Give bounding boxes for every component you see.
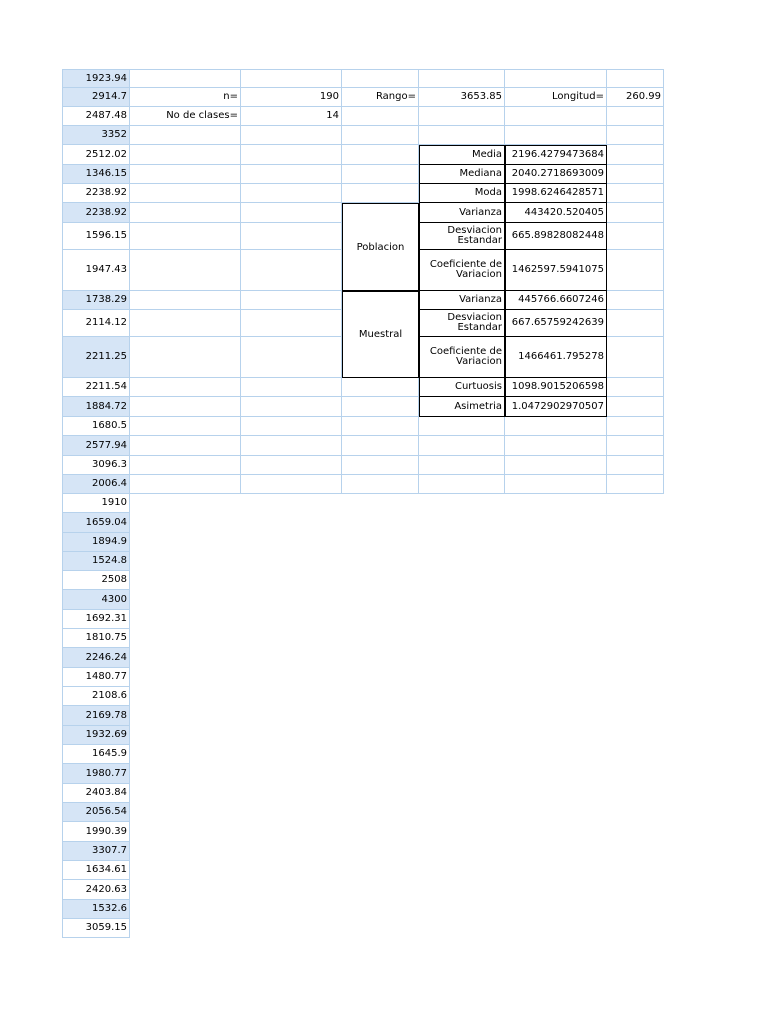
cell[interactable] [130, 203, 241, 223]
cell-column-a[interactable]: 2914.7 [62, 88, 130, 107]
cell[interactable] [130, 126, 241, 145]
cell[interactable] [130, 291, 241, 310]
cell-rango-label[interactable]: Rango= [342, 88, 419, 107]
cell[interactable] [342, 397, 419, 417]
cell-pob-varianza-label[interactable]: Varianza [419, 203, 505, 223]
cell-column-a[interactable]: 3352 [62, 126, 130, 145]
cell-column-a[interactable]: 1894.9 [62, 533, 130, 552]
cell[interactable] [505, 436, 607, 456]
sheet-row [62, 107, 664, 126]
cell-pob-cv-value[interactable]: 1462597.5941075 [505, 250, 607, 291]
cell[interactable] [342, 436, 419, 456]
cell[interactable] [130, 310, 241, 337]
cell[interactable] [607, 436, 664, 456]
cell[interactable] [342, 475, 419, 494]
cell[interactable] [419, 436, 505, 456]
cell[interactable] [130, 397, 241, 417]
cell[interactable] [130, 337, 241, 378]
cell[interactable] [241, 250, 342, 291]
cell[interactable] [130, 165, 241, 184]
cell-column-a[interactable]: 3307.7 [62, 842, 130, 861]
cell-column-a[interactable]: 1910 [62, 494, 130, 513]
cell[interactable] [241, 203, 342, 223]
cell[interactable] [241, 165, 342, 184]
cell[interactable] [342, 417, 419, 436]
merged-cell-poblacion[interactable]: Poblacion [342, 203, 419, 291]
sheet-row [62, 590, 664, 610]
cell-column-a[interactable]: 1680.5 [62, 417, 130, 436]
cell-moda-label[interactable]: Moda [419, 184, 505, 203]
cell[interactable] [241, 223, 342, 250]
cell-asimetria-value[interactable]: 1.0472902970507 [505, 397, 607, 417]
cell[interactable] [342, 184, 419, 203]
cell[interactable] [607, 456, 664, 475]
sheet-row [62, 145, 664, 165]
cell[interactable] [130, 378, 241, 397]
cell[interactable] [241, 397, 342, 417]
cell[interactable] [241, 456, 342, 475]
cell[interactable] [342, 145, 419, 165]
cell-column-a[interactable]: 1692.31 [62, 610, 130, 629]
sheet-row [62, 378, 664, 397]
sheet-row [62, 513, 664, 533]
cell[interactable] [607, 475, 664, 494]
cell[interactable] [419, 417, 505, 436]
cell-pob-varianza-value[interactable]: 443420.520405 [505, 203, 607, 223]
cell-pob-cv-label[interactable]: Coeficiente de Variacion [419, 250, 505, 291]
cell[interactable] [241, 337, 342, 378]
cell-moda-value[interactable]: 1998.6246428571 [505, 184, 607, 203]
cell[interactable] [505, 69, 607, 88]
cell[interactable] [505, 475, 607, 494]
cell-column-a[interactable]: 1659.04 [62, 513, 130, 533]
cell-asimetria-label[interactable]: Asimetria [419, 397, 505, 417]
cell-column-a[interactable]: 2211.25 [62, 337, 130, 378]
cell[interactable] [607, 223, 664, 250]
cell[interactable] [607, 397, 664, 417]
sheet-row [62, 861, 664, 880]
cell-media-value[interactable]: 2196.4279473684 [505, 145, 607, 165]
cell[interactable] [342, 107, 419, 126]
sheet-row [62, 417, 664, 436]
cell[interactable] [130, 250, 241, 291]
sheet-row [62, 475, 664, 494]
cell[interactable] [607, 107, 664, 126]
cell-pob-desviacion-value[interactable]: 665.89828082448 [505, 223, 607, 250]
cell[interactable] [419, 456, 505, 475]
sheet-row [62, 668, 664, 687]
cell-column-a[interactable]: 1738.29 [62, 291, 130, 310]
cell[interactable] [607, 378, 664, 397]
cell-column-a[interactable]: 1596.15 [62, 223, 130, 250]
cell-mediana-value[interactable]: 2040.2718693009 [505, 165, 607, 184]
cell[interactable] [241, 436, 342, 456]
sheet-row [62, 784, 664, 803]
cell-n-label[interactable]: n= [130, 88, 241, 107]
cell-longitud-label[interactable]: Longitud= [505, 88, 607, 107]
cell[interactable] [505, 126, 607, 145]
sheet-row [62, 126, 664, 145]
sheet-row [62, 648, 664, 668]
cell[interactable] [607, 203, 664, 223]
cell[interactable] [130, 223, 241, 250]
cell-column-a[interactable]: 2238.92 [62, 203, 130, 223]
cell-longitud-value[interactable]: 260.99 [607, 88, 664, 107]
cell[interactable] [241, 145, 342, 165]
cell-pob-desviacion-label[interactable]: Desviacion Estandar [419, 223, 505, 250]
cell-column-a[interactable]: 2577.94 [62, 436, 130, 456]
sheet-row [62, 571, 664, 590]
cell-n-value[interactable]: 190 [241, 88, 342, 107]
sheet-row [62, 803, 664, 822]
cell[interactable] [607, 417, 664, 436]
cell-curtuosis-label[interactable]: Curtuosis [419, 378, 505, 397]
cell[interactable] [419, 475, 505, 494]
cell[interactable] [342, 378, 419, 397]
cell[interactable] [505, 417, 607, 436]
cell-column-a[interactable]: 2169.78 [62, 706, 130, 726]
cell-column-a[interactable]: 1990.39 [62, 822, 130, 842]
cell-column-a[interactable]: 2508 [62, 571, 130, 590]
cell[interactable] [130, 436, 241, 456]
sheet-row [62, 764, 664, 784]
sheet-row [62, 900, 664, 919]
sheet-row [62, 726, 664, 745]
cell-column-a[interactable]: 2246.24 [62, 648, 130, 668]
cell[interactable] [241, 310, 342, 337]
cell-column-a[interactable]: 1923.94 [62, 69, 130, 88]
cell-column-a[interactable]: 1634.61 [62, 861, 130, 880]
sheet-row [62, 533, 664, 552]
cell-column-a[interactable]: 3096.3 [62, 456, 130, 475]
sheet-row [62, 552, 664, 571]
cell-label[interactable]: No de clases= [130, 107, 241, 126]
cell-mue-varianza-value[interactable]: 445766.6607246 [505, 291, 607, 310]
cell-column-a[interactable]: 2487.48 [62, 107, 130, 126]
cell-column-a[interactable]: 1980.77 [62, 764, 130, 784]
cell[interactable] [241, 378, 342, 397]
cell[interactable] [607, 291, 664, 310]
cell[interactable] [419, 107, 505, 126]
cell-column-a[interactable]: 2108.6 [62, 687, 130, 706]
sheet-row [62, 436, 664, 456]
cell[interactable] [505, 456, 607, 475]
sheet-row [62, 745, 664, 764]
cell[interactable] [241, 126, 342, 145]
cell-column-a[interactable]: 1346.15 [62, 165, 130, 184]
cell-column-a[interactable]: 2420.63 [62, 880, 130, 900]
cell-column-a[interactable]: 1645.9 [62, 745, 130, 764]
sheet-row [62, 456, 664, 475]
cell-mue-desviacion-label[interactable]: Desviacion Estandar [419, 310, 505, 337]
sheet-row [62, 706, 664, 726]
cell[interactable] [607, 250, 664, 291]
cell-column-a[interactable]: 1480.77 [62, 668, 130, 687]
cell-column-a[interactable]: 1932.69 [62, 726, 130, 745]
cell-rango-value[interactable]: 3653.85 [419, 88, 505, 107]
cell-column-a[interactable]: 1884.72 [62, 397, 130, 417]
sheet-row [62, 842, 664, 861]
cell-curtuosis-value[interactable]: 1098.9015206598 [505, 378, 607, 397]
sheet-row [62, 88, 664, 107]
cell[interactable] [607, 165, 664, 184]
cell[interactable] [130, 184, 241, 203]
cell-column-a[interactable]: 2403.84 [62, 784, 130, 803]
cell[interactable] [342, 456, 419, 475]
cell-column-a[interactable]: 1810.75 [62, 629, 130, 648]
cell-column-a[interactable]: 1524.8 [62, 552, 130, 571]
spreadsheet [62, 69, 664, 938]
cell[interactable] [607, 184, 664, 203]
cell[interactable] [505, 107, 607, 126]
cell-column-a[interactable]: 2006.4 [62, 475, 130, 494]
cell[interactable] [607, 126, 664, 145]
sheet-row [62, 165, 664, 184]
cell-mue-varianza-label[interactable]: Varianza [419, 291, 505, 310]
cell[interactable] [130, 145, 241, 165]
cell[interactable] [607, 69, 664, 88]
cell[interactable] [130, 417, 241, 436]
cell-column-a[interactable]: 2512.02 [62, 145, 130, 165]
cell[interactable] [342, 69, 419, 88]
sheet-row [62, 69, 664, 88]
sheet-row [62, 880, 664, 900]
cell-media-label[interactable]: Media [419, 145, 505, 165]
cell-column-a[interactable]: 2211.54 [62, 378, 130, 397]
sheet-row [62, 494, 664, 513]
cell[interactable] [130, 475, 241, 494]
cell[interactable] [342, 165, 419, 184]
cell[interactable] [607, 310, 664, 337]
cell[interactable] [241, 69, 342, 88]
cell[interactable] [419, 126, 505, 145]
sheet-row [62, 822, 664, 842]
cell-column-a[interactable]: 1532.6 [62, 900, 130, 919]
cell-column-a[interactable]: 2056.54 [62, 803, 130, 822]
cell[interactable] [241, 291, 342, 310]
cell-mue-cv-value[interactable]: 1466461.795278 [505, 337, 607, 378]
cell-column-a[interactable]: 3059.15 [62, 919, 130, 938]
sheet-row [62, 629, 664, 648]
sheet-row [62, 687, 664, 706]
cell[interactable] [607, 337, 664, 378]
cell[interactable] [342, 126, 419, 145]
cell-column-a[interactable]: 2238.92 [62, 184, 130, 203]
cell-mue-cv-label[interactable]: Coeficiente de Variacion [419, 337, 505, 378]
cell-column-a[interactable]: 1947.43 [62, 250, 130, 291]
cell[interactable] [241, 417, 342, 436]
cell[interactable] [130, 69, 241, 88]
cell[interactable] [241, 184, 342, 203]
cell-column-a[interactable]: 2114.12 [62, 310, 130, 337]
cell[interactable] [607, 145, 664, 165]
cell-value[interactable]: 14 [241, 107, 342, 126]
cell-mue-desviacion-value[interactable]: 667.65759242639 [505, 310, 607, 337]
sheet-row [62, 610, 664, 629]
merged-cell-muestral[interactable]: Muestral [342, 291, 419, 378]
cell[interactable] [419, 69, 505, 88]
cell-mediana-label[interactable]: Mediana [419, 165, 505, 184]
cell[interactable] [130, 456, 241, 475]
sheet-row [62, 184, 664, 203]
cell[interactable] [241, 475, 342, 494]
cell-column-a[interactable]: 4300 [62, 590, 130, 610]
sheet-row [62, 919, 664, 938]
sheet-row [62, 397, 664, 417]
